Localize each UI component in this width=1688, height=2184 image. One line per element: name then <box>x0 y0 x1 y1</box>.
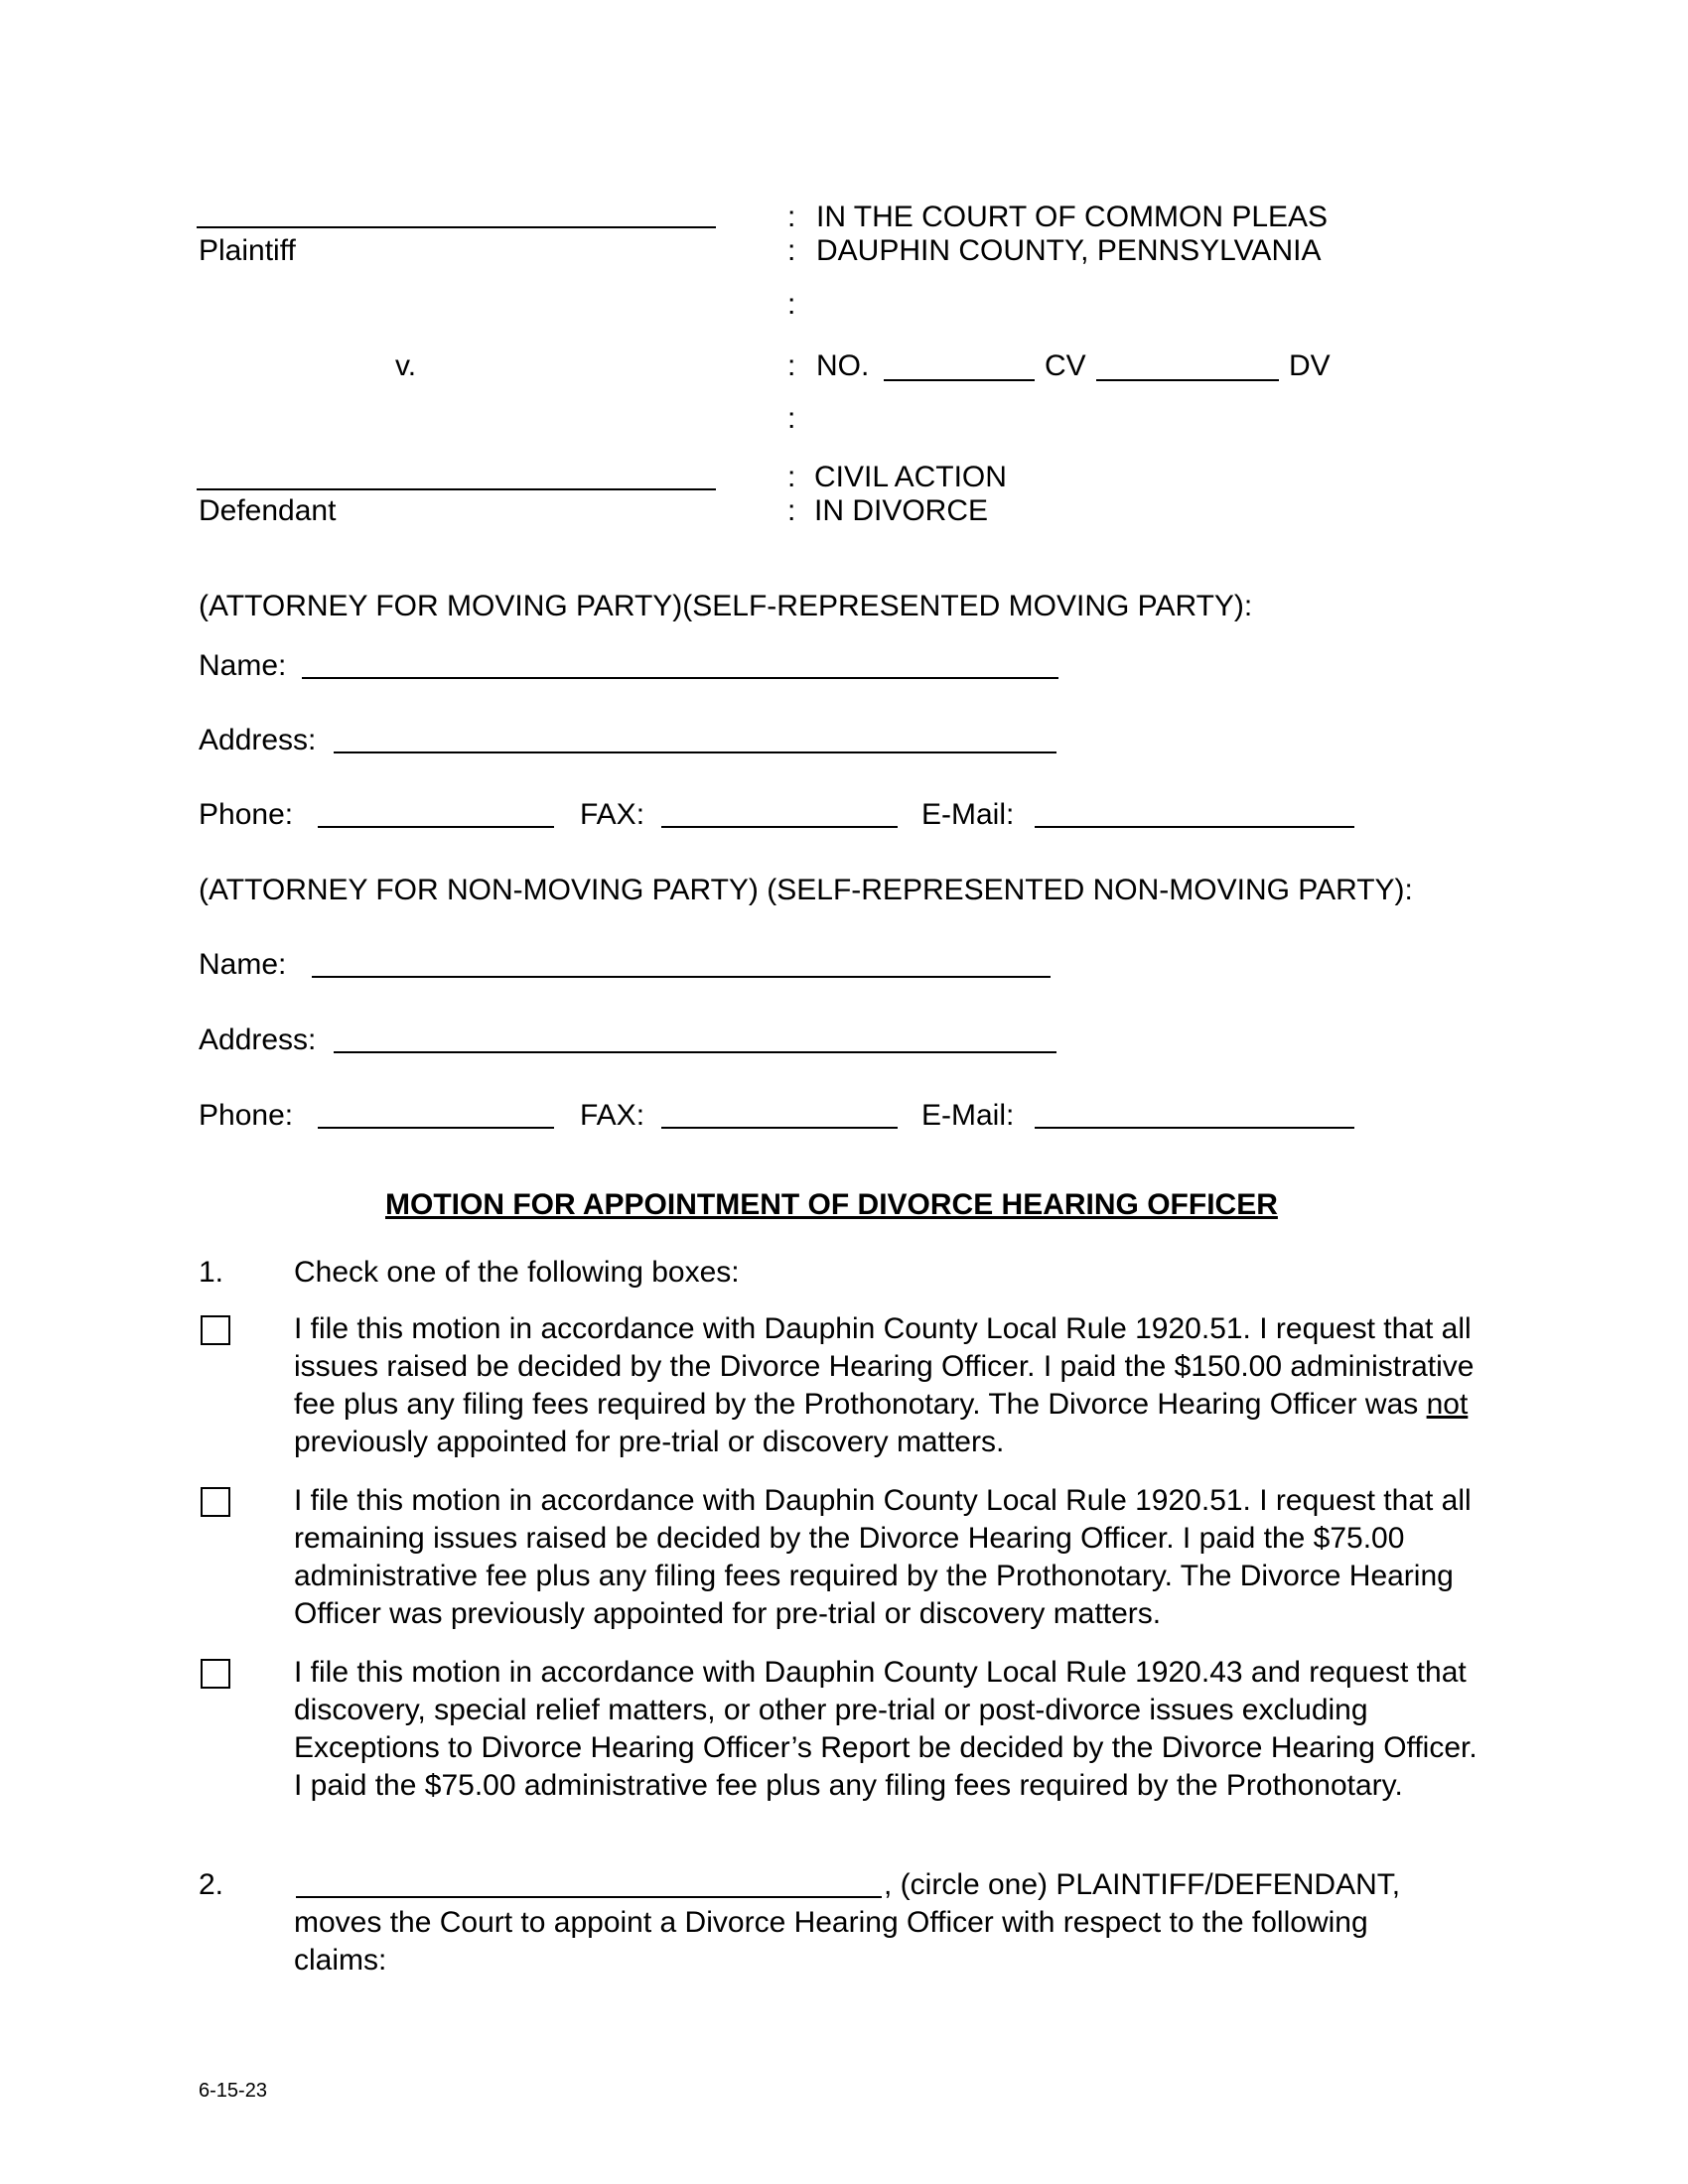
court-name-line-2: DAUPHIN COUNTY, PENNSYLVANIA <box>816 234 1322 267</box>
court-name-line-1: IN THE COURT OF COMMON PLEAS <box>816 201 1329 233</box>
defendant-label: Defendant <box>199 494 337 527</box>
cv-label: CV <box>1045 349 1086 382</box>
moving-party-heading: (ATTORNEY FOR MOVING PARTY)(SELF-REPRESENTED MOVING PARTY): <box>199 590 1253 622</box>
revision-date: 6-15-23 <box>199 2080 267 2102</box>
civil-action-line-2: IN DIVORCE <box>814 494 989 527</box>
versus-label: v. <box>395 349 417 382</box>
moving-email-label: E-Mail: <box>921 798 1015 831</box>
caption-colon: : <box>787 349 796 382</box>
plaintiff-label: Plaintiff <box>199 234 296 267</box>
moving-name-label: Name: <box>199 649 287 682</box>
non-moving-address-label: Address: <box>199 1024 317 1056</box>
plaintiff-blank[interactable] <box>197 226 716 228</box>
civil-action-line-1: CIVIL ACTION <box>814 461 1007 493</box>
option-a-emphasis: not <box>1426 1388 1469 1421</box>
case-number-blank[interactable] <box>884 379 1035 381</box>
caption-colon: : <box>787 234 796 267</box>
non-moving-name-label: Name: <box>199 948 287 981</box>
item-2-continuation: moves the Court to appoint a Divorce Hearing Officer with respect to the following claims: <box>294 1906 1368 1977</box>
moving-phone-label: Phone: <box>199 798 294 831</box>
option-c-checkbox[interactable] <box>201 1659 230 1689</box>
caption-colon: : <box>787 461 796 493</box>
item-1-instruction: Check one of the following boxes: <box>294 1256 740 1289</box>
option-b-text: I file this motion in accordance with Dauphin County Local Rule 1920.51. I request that all remaining issues raised be decided by the Divorce Hearing Officer. I paid the $75.00 administrative fee plus any filing fees required by the Prothonotary. The Divorce Hearing Officer was previously appointed for pre-trial or discovery matters. <box>294 1484 1472 1630</box>
non-moving-address-field[interactable] <box>334 1051 1056 1053</box>
moving-fax-field[interactable] <box>661 826 898 828</box>
item-2-number: 2. <box>199 1868 224 1901</box>
non-moving-party-heading: (ATTORNEY FOR NON-MOVING PARTY) (SELF-REPRESENTED NON-MOVING PARTY): <box>199 874 1413 906</box>
option-a-text-part-1: I file this motion in accordance with Dauphin County Local Rule 1920.51. I request that all issues raised be decided by the Divorce Hearing Officer. I paid the $150.00 administrative fee plus any filing fees required by the Prothonotary. The Divorce Hearing Officer was <box>294 1312 1475 1421</box>
non-moving-email-label: E-Mail: <box>921 1099 1015 1132</box>
moving-address-label: Address: <box>199 724 317 756</box>
non-moving-fax-label: FAX: <box>580 1099 645 1132</box>
caption-colon: : <box>787 402 796 435</box>
moving-email-field[interactable] <box>1035 826 1354 828</box>
moving-name-field[interactable] <box>302 677 1058 679</box>
option-c-text: I file this motion in accordance with Dauphin County Local Rule 1920.43 and request that discovery, special relief matters, or other pre-trial or post-divorce issues excluding Exceptions to Divorce Hearing Officer’s Report be decided by the Divorce Hearing Officer. I paid the $75.00 administrative fee plus any filing fees required by the Prothonotary. <box>294 1656 1477 1802</box>
non-moving-phone-field[interactable] <box>318 1127 554 1129</box>
non-moving-email-field[interactable] <box>1035 1127 1354 1129</box>
option-b-checkbox[interactable] <box>201 1487 230 1517</box>
caption-colon: : <box>787 494 796 527</box>
case-number-label: NO. <box>816 349 870 382</box>
moving-address-field[interactable] <box>334 751 1056 753</box>
moving-fax-label: FAX: <box>580 798 645 831</box>
dv-label: DV <box>1289 349 1331 382</box>
defendant-blank[interactable] <box>197 488 716 490</box>
motion-title: MOTION FOR APPOINTMENT OF DIVORCE HEARING OFFICER <box>385 1188 1278 1221</box>
option-a-text <box>294 1310 1485 1461</box>
moving-party-name-blank[interactable] <box>296 1896 882 1898</box>
caption-colon: : <box>787 201 796 233</box>
option-a-text-part-2: previously appointed for pre-trial or discovery matters. <box>294 1426 1005 1458</box>
moving-phone-field[interactable] <box>318 826 554 828</box>
caption-colon: : <box>787 288 796 321</box>
item-2-party-selection: , (circle one) PLAINTIFF/DEFENDANT, <box>884 1868 1401 1901</box>
option-a-checkbox[interactable] <box>201 1315 230 1345</box>
non-moving-fax-field[interactable] <box>661 1127 898 1129</box>
item-1-number: 1. <box>199 1256 224 1289</box>
non-moving-name-field[interactable] <box>312 976 1051 978</box>
non-moving-phone-label: Phone: <box>199 1099 294 1132</box>
cv-number-blank[interactable] <box>1096 379 1279 381</box>
